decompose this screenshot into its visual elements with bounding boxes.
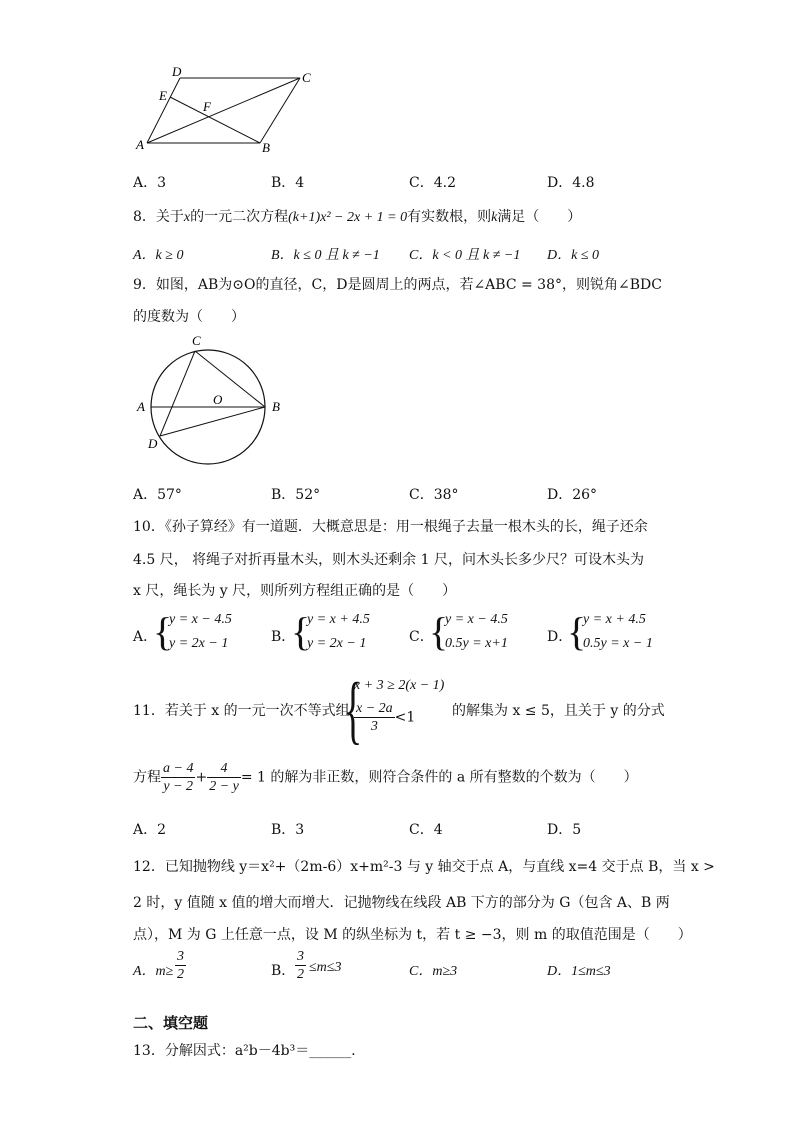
q12-line-1: 12．已知抛物线 y＝x²+（2m-6）x+m²-3 与 y 轴交于点 A，与直线 x=4 交于点 B，当 x > [133, 859, 715, 875]
chord-cb [195, 351, 265, 407]
q9-option-d[interactable]: D．26° [547, 487, 598, 503]
label-f: F [203, 99, 211, 114]
q7-option-d[interactable]: D．4.8 [547, 175, 595, 191]
q11-post: 的解集为 x ≤ 5，且关于 y 的分式 [452, 703, 665, 719]
q12-option-c[interactable]: C．m≥3 [409, 964, 458, 979]
q8-option-c[interactable]: C．k < 0 且 k ≠ −1 [409, 248, 521, 263]
q8-equation: (k+1)x² − 2x + 1 = 0 [288, 210, 408, 225]
q10-line-1: 10．《孙子算经》有一道题．大概意思是：用一根绳子去量一根木头的长，绳子还余 [133, 519, 648, 535]
chord-db [160, 407, 265, 436]
q9-line-2: 的度数为（ ） [133, 309, 245, 325]
brace: { [153, 609, 173, 654]
question-8 [133, 206, 581, 226]
q12-line-3: 点），M 为 G 上任意一点，设 M 的纵坐标为 t，若 t ≥ −3，则 m 的取值范围是（ ） [133, 927, 692, 943]
q9-option-c[interactable]: C．38° [409, 487, 459, 503]
q10-line-2: 4.5 尺， 将绳子对折再量木头，则木头还剩余 1 尺，问木头长多少尺？可设木头为 [133, 552, 644, 568]
q7-option-b[interactable]: B．4 [271, 175, 305, 191]
chord-cd [160, 351, 195, 436]
label-e: E [159, 88, 167, 103]
q11-fraction-2: $\frac{4}{2 - y}$ [209, 761, 239, 794]
brace: { [429, 609, 449, 654]
q8-option-a[interactable]: A．k ≥ 0 [133, 248, 184, 263]
q11-option-b[interactable]: B．3 [271, 822, 305, 838]
section-title: 二、填空题 [133, 1014, 209, 1032]
brace: { [291, 609, 311, 654]
q8-var: x [183, 210, 191, 225]
q12-line-2: 2 时，y 值随 x 值的增大而增大．记抛物线在线段 AB 下方的部分为 G（包含 A、B 两 [133, 895, 670, 911]
label-a: A [136, 137, 144, 152]
brace: { [567, 609, 587, 654]
label-d: D [148, 436, 158, 451]
label-b: B [262, 140, 270, 155]
q7-option-a[interactable]: A．3 [133, 175, 167, 191]
q11-inequality-2: $\frac{x - 2a}{3}$ <1 [356, 701, 416, 734]
q11-pre: 11．若关于 x 的一元一次不等式组 [133, 703, 350, 719]
q8-pre: 关于 [155, 209, 184, 225]
label-a: A [137, 399, 145, 414]
q10-line-3: x 尺，绳长为 y 尺，则所列方程组正确的是（ ） [133, 583, 457, 599]
q8-var2: k [491, 210, 498, 225]
question-13: 13．分解因式：a²b－4b³＝______． [133, 1043, 366, 1059]
segment-be [170, 97, 260, 143]
q8-number: 8． [133, 209, 156, 225]
q8-option-b[interactable]: B．k ≤ 0 且 k ≠ −1 [271, 248, 380, 263]
q11-fraction-1: $\frac{a - 4}{y - 2}$ [163, 761, 194, 794]
q9-line-1: 9．如图，AB为⊙O的直径，C，D是圆周上的两点，若∠ABC = 38°，则锐角∠BDC [133, 277, 662, 293]
label-o: O [213, 392, 223, 407]
q11-option-c[interactable]: C．4 [409, 822, 443, 838]
q7-option-c[interactable]: C．4.2 [409, 175, 456, 191]
label-c: C [302, 70, 311, 85]
diagonal-ac [147, 78, 300, 143]
q11-option-d[interactable]: D．5 [547, 822, 582, 838]
q11-inequality-1: x + 3 ≥ 2(x − 1) [354, 678, 445, 693]
q11-system-brace: { [344, 668, 363, 752]
q11-fraction: $\frac{x - 2a}{3}$ [356, 701, 393, 734]
q11-line-2: 方程 $\frac{a - 4}{y - 2}$ + $\frac{4}{2 - y}$ = 1 的解为非正数，则符合条件的 a 所有整数的个数为（ ） [133, 761, 638, 794]
q9-option-a[interactable]: A．57° [133, 487, 182, 503]
q11-option-a[interactable]: A．2 [133, 822, 167, 838]
label-c: C [192, 333, 201, 348]
q9-option-b[interactable]: B．52° [271, 487, 321, 503]
q8-post: 有实数根，则 [407, 209, 492, 225]
label-d: D [172, 65, 182, 79]
circle-figure [130, 328, 290, 473]
label-b: B [272, 399, 280, 414]
q12-option-d[interactable]: D．1≤m≤3 [547, 964, 611, 979]
edge-bc [260, 78, 300, 143]
q8-tail: 满足（ ） [497, 209, 582, 225]
q8-mid: 的一元二次方程 [190, 209, 289, 225]
parallelogram-figure [125, 65, 325, 160]
q8-option-d[interactable]: D．k ≤ 0 [547, 248, 600, 263]
